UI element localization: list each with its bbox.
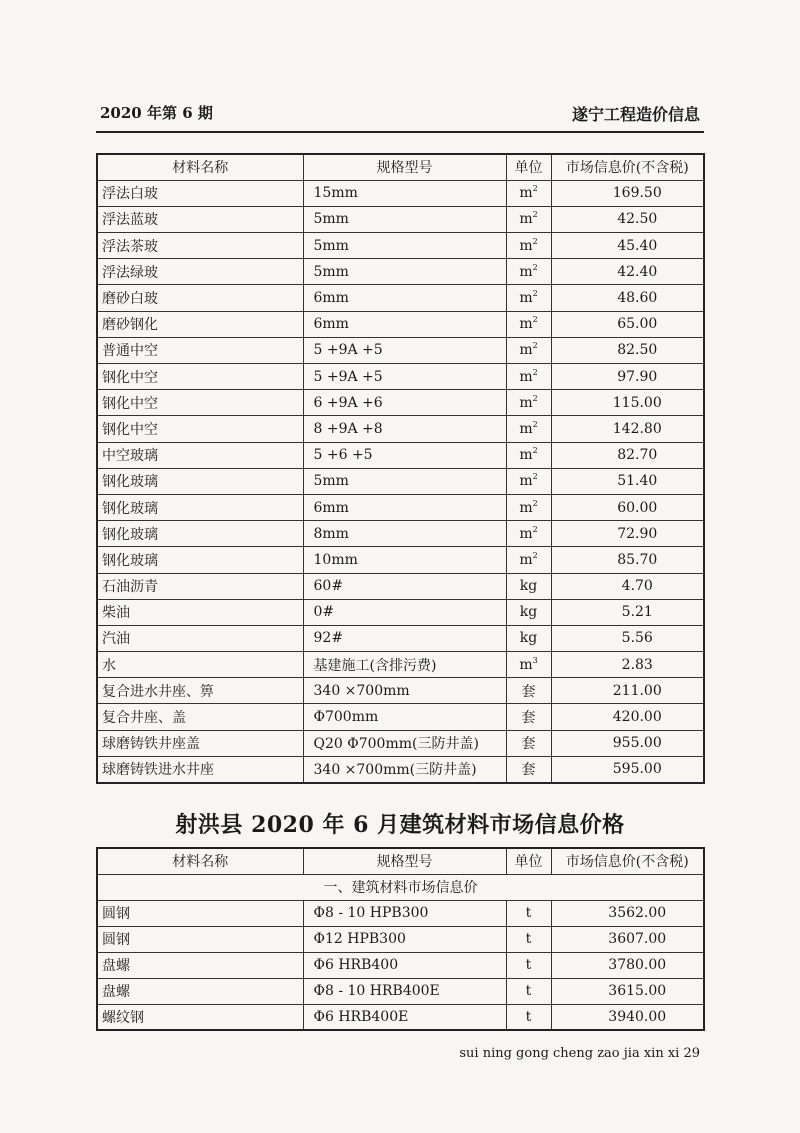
- material-name: 复合井座、盖: [97, 704, 303, 730]
- unit-text: m: [519, 263, 533, 280]
- table-row: [97, 652, 704, 678]
- market-price: 72.90: [551, 521, 704, 547]
- material-unit: [506, 978, 551, 1004]
- unit-text: 套: [521, 736, 536, 753]
- table-row: [97, 364, 704, 390]
- material-unit: [506, 625, 551, 651]
- table-row: [97, 952, 704, 978]
- material-spec: 5mm: [303, 206, 506, 232]
- material-name: 浮法白玻: [97, 180, 303, 206]
- market-price: 42.40: [551, 259, 704, 285]
- unit-text: m: [519, 316, 533, 333]
- unit-exponent: 2: [532, 472, 538, 482]
- material-spec: 92#: [303, 625, 506, 651]
- unit-text: m: [519, 342, 533, 359]
- table-row: [97, 180, 704, 206]
- material-spec: 5mm: [303, 468, 506, 494]
- market-price: 42.50: [551, 206, 704, 232]
- col-header-price: 市场信息价(不含税): [551, 154, 704, 180]
- unit-text: t: [525, 957, 532, 973]
- material-spec: 10mm: [303, 547, 506, 573]
- material-name: 中空玻璃: [97, 442, 303, 468]
- material-spec: 340 ×700mm: [303, 678, 506, 704]
- table-row: [97, 599, 704, 625]
- market-price: 955.00: [551, 730, 704, 756]
- market-price: 5.21: [551, 599, 704, 625]
- market-price: 2.83: [551, 652, 704, 678]
- material-unit: [506, 900, 551, 926]
- unit-text: kg: [519, 578, 538, 595]
- material-name: 磨砂钢化: [97, 311, 303, 337]
- material-unit: [506, 285, 551, 311]
- col-header-price: 市场信息价(不含税): [551, 848, 704, 874]
- unit-text: m: [519, 551, 533, 568]
- material-name: 复合进水井座、箅: [97, 678, 303, 704]
- material-unit: [506, 756, 551, 782]
- table-row: [97, 573, 704, 599]
- material-spec: 5 +9A +5: [303, 337, 506, 363]
- material-spec: 6mm: [303, 494, 506, 520]
- table-row: [97, 337, 704, 363]
- material-name: 盘螺: [97, 952, 303, 978]
- table-row: [97, 730, 704, 756]
- table-row: [97, 756, 704, 782]
- page-footer: sui ning gong cheng zao jia xin xi 29: [459, 1046, 700, 1061]
- table-body: [97, 874, 704, 1030]
- unit-text: t: [525, 1008, 532, 1025]
- unit-text: t: [525, 931, 532, 947]
- unit-exponent: 2: [532, 367, 538, 377]
- price-table-shehong: [96, 847, 705, 1031]
- market-price: 3940.00: [551, 1004, 704, 1030]
- market-price: 82.50: [551, 337, 704, 363]
- table-row: [97, 494, 704, 520]
- material-name: 钢化中空: [97, 416, 303, 442]
- material-name: 球磨铸铁井座盖: [97, 730, 303, 756]
- material-spec: 340 ×700mm(三防井盖): [303, 756, 506, 782]
- material-spec: 0#: [303, 599, 506, 625]
- material-name: 石油沥青: [97, 573, 303, 599]
- market-price: 595.00: [551, 756, 704, 782]
- material-unit: [506, 704, 551, 730]
- table-row: [97, 521, 704, 547]
- material-name: 磨砂白玻: [97, 285, 303, 311]
- material-spec: 6mm: [303, 285, 506, 311]
- table-row: [97, 206, 704, 232]
- unit-text: m: [519, 420, 533, 437]
- unit-exponent: 2: [532, 289, 538, 299]
- material-spec: 5 +9A +5: [303, 364, 506, 390]
- material-unit: [506, 926, 551, 952]
- material-name: 钢化玻璃: [97, 494, 303, 520]
- material-spec: 基建施工(含排污费): [303, 652, 506, 678]
- material-spec: Φ12 HPB300: [303, 926, 506, 952]
- section-label: 一、建筑材料市场信息价: [97, 874, 704, 900]
- market-price: 5.56: [551, 625, 704, 651]
- material-name: 钢化玻璃: [97, 521, 303, 547]
- unit-text: m: [519, 499, 533, 516]
- material-spec: Φ700mm: [303, 704, 506, 730]
- material-spec: 5 +6 +5: [303, 442, 506, 468]
- material-spec: 6mm: [303, 311, 506, 337]
- material-name: 钢化玻璃: [97, 547, 303, 573]
- unit-text: m: [519, 185, 533, 202]
- material-spec: 5mm: [303, 233, 506, 259]
- unit-text: m: [519, 290, 533, 307]
- table-row: [97, 416, 704, 442]
- col-header-name: 材料名称: [97, 154, 303, 180]
- market-price: 48.60: [551, 285, 704, 311]
- unit-exponent: 2: [532, 184, 538, 194]
- table-row: [97, 259, 704, 285]
- material-spec: 8 +9A +8: [303, 416, 506, 442]
- unit-exponent: 2: [532, 419, 538, 429]
- material-name: 螺纹钢: [97, 1004, 303, 1030]
- material-unit: [506, 1004, 551, 1030]
- unit-text: m: [519, 394, 533, 411]
- material-name: 水: [97, 652, 303, 678]
- price-table-suining: [96, 153, 705, 784]
- material-spec: 15mm: [303, 180, 506, 206]
- unit-exponent: 2: [532, 550, 538, 560]
- table-row: [97, 978, 704, 1004]
- material-spec: 8mm: [303, 521, 506, 547]
- material-unit: [506, 494, 551, 520]
- material-spec: Φ8 - 10 HPB300: [303, 900, 506, 926]
- unit-text: 套: [521, 683, 536, 700]
- market-price: 169.50: [551, 180, 704, 206]
- material-name: 汽油: [97, 625, 303, 651]
- material-spec: 6 +9A +6: [303, 390, 506, 416]
- market-price: 3607.00: [551, 926, 704, 952]
- material-unit: [506, 442, 551, 468]
- unit-exponent: 2: [532, 210, 538, 220]
- material-unit: [506, 311, 551, 337]
- unit-text: m: [519, 368, 533, 385]
- table-row: [97, 233, 704, 259]
- col-header-name: 材料名称: [97, 848, 303, 874]
- material-unit: [506, 547, 551, 573]
- unit-exponent: 2: [532, 498, 538, 508]
- material-unit: [506, 180, 551, 206]
- unit-text: m: [519, 237, 533, 254]
- material-unit: [506, 573, 551, 599]
- unit-exponent: 2: [532, 315, 538, 325]
- unit-text: m: [519, 656, 533, 673]
- unit-exponent: 3: [532, 655, 538, 665]
- material-unit: [506, 730, 551, 756]
- material-unit: [506, 364, 551, 390]
- table-row: [97, 442, 704, 468]
- material-unit: [506, 652, 551, 678]
- material-name: 钢化中空: [97, 390, 303, 416]
- material-spec: 60#: [303, 573, 506, 599]
- market-price: 60.00: [551, 494, 704, 520]
- table-header-row: [97, 848, 704, 874]
- material-spec: Q20 Φ700mm(三防井盖): [303, 730, 506, 756]
- material-name: 浮法绿玻: [97, 259, 303, 285]
- market-price: 45.40: [551, 233, 704, 259]
- material-unit: [506, 233, 551, 259]
- unit-text: m: [519, 525, 533, 542]
- market-price: 3780.00: [551, 952, 704, 978]
- col-header-spec: 规格型号: [303, 848, 506, 874]
- table-body: [97, 180, 704, 782]
- col-header-spec: 规格型号: [303, 154, 506, 180]
- publication-title: 遂宁工程造价信息: [571, 105, 700, 124]
- market-price: 3615.00: [551, 978, 704, 1004]
- material-name: 圆钢: [97, 926, 303, 952]
- market-price: 420.00: [551, 704, 704, 730]
- market-price: 4.70: [551, 573, 704, 599]
- material-unit: [506, 521, 551, 547]
- material-name: 钢化中空: [97, 364, 303, 390]
- material-spec: 5mm: [303, 259, 506, 285]
- material-name: 盘螺: [97, 978, 303, 1004]
- material-unit: [506, 678, 551, 704]
- unit-text: m: [519, 211, 533, 228]
- unit-exponent: 2: [532, 524, 538, 534]
- table-row: [97, 311, 704, 337]
- unit-text: m: [519, 447, 533, 464]
- material-spec: Φ8 - 10 HRB400E: [303, 978, 506, 1004]
- market-price: 3562.00: [551, 900, 704, 926]
- market-price: 65.00: [551, 311, 704, 337]
- material-unit: [506, 206, 551, 232]
- unit-exponent: 2: [532, 446, 538, 456]
- material-name: 浮法蓝玻: [97, 206, 303, 232]
- unit-exponent: 2: [532, 341, 538, 351]
- section-row: [97, 874, 704, 900]
- market-price: 142.80: [551, 416, 704, 442]
- material-name: 圆钢: [97, 900, 303, 926]
- material-spec: Φ6 HRB400: [303, 952, 506, 978]
- material-unit: [506, 337, 551, 363]
- unit-exponent: 2: [532, 236, 538, 246]
- table-row: [97, 900, 704, 926]
- market-price: 51.40: [551, 468, 704, 494]
- table-row: [97, 390, 704, 416]
- material-name: 柴油: [97, 599, 303, 625]
- market-price: 97.90: [551, 364, 704, 390]
- material-name: 球磨铸铁进水井座: [97, 756, 303, 782]
- market-price: 115.00: [551, 390, 704, 416]
- material-name: 普通中空: [97, 337, 303, 363]
- unit-text: t: [525, 983, 532, 999]
- table-row: [97, 285, 704, 311]
- material-unit: [506, 468, 551, 494]
- section-title: 射洪县 2020 年 6 月建筑材料市场信息价格: [175, 812, 625, 838]
- table-row: [97, 547, 704, 573]
- material-spec: Φ6 HRB400E: [303, 1004, 506, 1030]
- market-price: 85.70: [551, 547, 704, 573]
- unit-text: m: [519, 473, 533, 490]
- unit-exponent: 2: [532, 262, 538, 272]
- unit-text: 套: [521, 762, 536, 779]
- table-header-row: [97, 154, 704, 180]
- material-name: 钢化玻璃: [97, 468, 303, 494]
- material-unit: [506, 259, 551, 285]
- material-unit: [506, 390, 551, 416]
- header-rule: [96, 131, 704, 133]
- market-price: 211.00: [551, 678, 704, 704]
- unit-text: kg: [519, 604, 538, 621]
- table-row: [97, 468, 704, 494]
- material-unit: [506, 952, 551, 978]
- unit-text: 套: [521, 710, 536, 727]
- table-row: [97, 625, 704, 651]
- table-row: [97, 926, 704, 952]
- col-header-unit: 单位: [506, 848, 551, 874]
- unit-text: t: [525, 905, 532, 921]
- col-header-unit: 单位: [506, 154, 551, 180]
- table-row: [97, 704, 704, 730]
- material-unit: [506, 599, 551, 625]
- unit-text: kg: [519, 630, 538, 647]
- material-name: 浮法茶玻: [97, 233, 303, 259]
- unit-exponent: 2: [532, 393, 538, 403]
- table-row: [97, 678, 704, 704]
- material-unit: [506, 416, 551, 442]
- issue-label: 2020 年第 6 期: [100, 104, 213, 122]
- market-price: 82.70: [551, 442, 704, 468]
- table-row: [97, 1004, 704, 1030]
